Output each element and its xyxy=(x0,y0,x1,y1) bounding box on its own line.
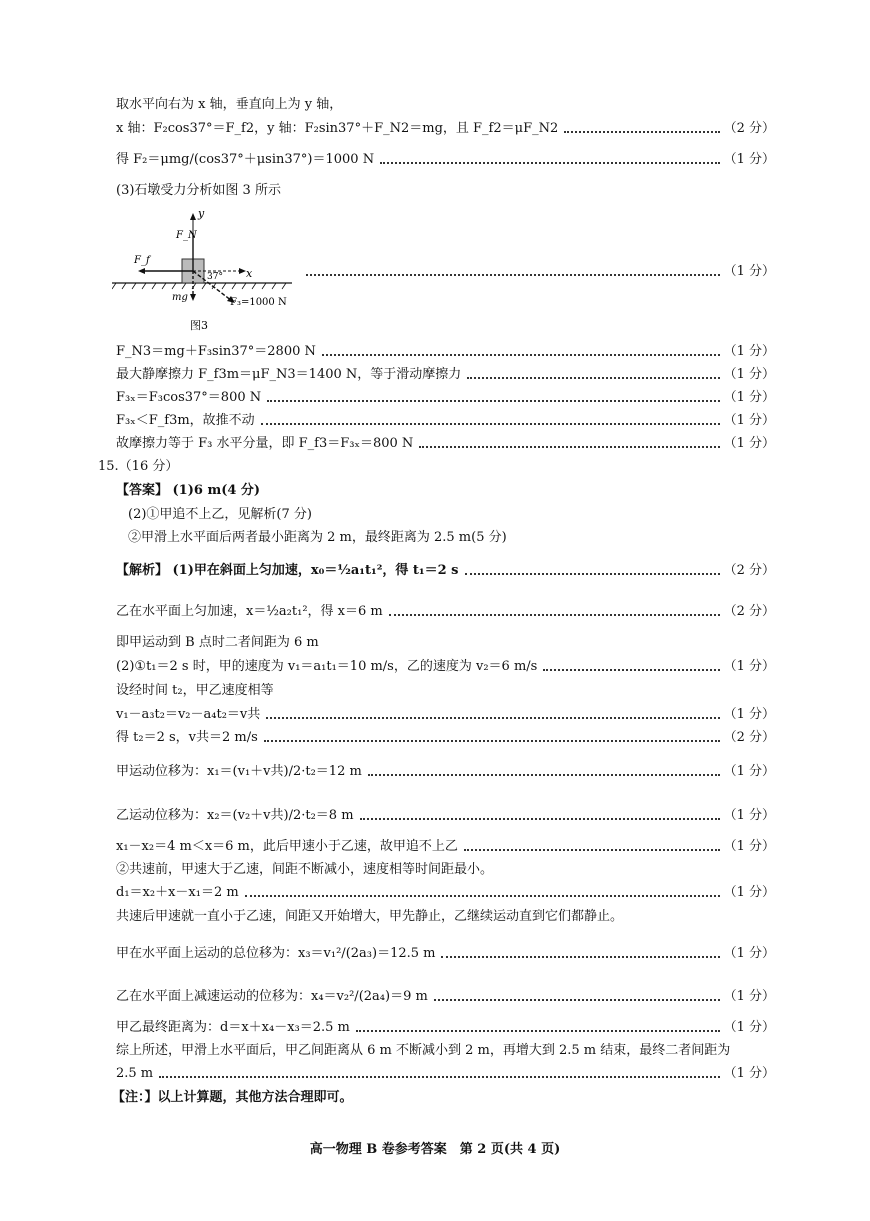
svg-text:37°: 37° xyxy=(207,272,223,282)
score-line: 乙在水平面上匀加速，x＝½a₂t₁²，得 x＝6 m （2 分） xyxy=(116,604,775,619)
svg-text:图3: 图3 xyxy=(190,319,208,332)
score-line: 【解析】 (1)甲在斜面上匀加速，x₀＝½a₁t₁²，得 t₁＝2 s （2 分） xyxy=(116,563,775,578)
text-line: 设经时间 t₂，甲乙速度相等 xyxy=(116,683,274,698)
score-line: F₃ₓ＜F_f3m，故推不动 （1 分） xyxy=(116,413,775,428)
score-line: 故摩擦力等于 F₃ 水平分量，即 F_f3＝F₃ₓ＝800 N （1 分） xyxy=(116,436,775,451)
text-line: 取水平向右为 x 轴，垂直向上为 y 轴， xyxy=(116,97,343,112)
force-diagram-figure xyxy=(112,205,302,335)
score-line: F_N3＝mg＋F₃sin37°＝2800 N （1 分） xyxy=(116,344,775,359)
score-line: 最大静摩擦力 F_f3m＝μF_N3＝1400 N，等于滑动摩擦力 （1 分） xyxy=(116,367,775,382)
svg-text:F₃=1000 N: F₃=1000 N xyxy=(230,297,287,308)
svg-text:y: y xyxy=(198,207,205,220)
text-line: 共速后甲速就一直小于乙速，间距又开始增大，甲先静止，乙继续运动直到它们都静止。 xyxy=(116,909,624,924)
score-line: （1 分） xyxy=(300,261,775,283)
svg-text:F_N: F_N xyxy=(176,230,197,241)
score-line: (2)①t₁＝2 s 时，甲的速度为 v₁＝a₁t₁＝10 m/s，乙的速度为 v₂＝6 m/s （1 分） xyxy=(116,659,775,674)
score-line: 乙在水平面上减速运动的位移为：x₄＝v₂²/(2a₄)＝9 m （1 分） xyxy=(116,989,775,1004)
score-line: 甲运动位移为：x₁＝(v₁＋v共)/2·t₂＝12 m （1 分） xyxy=(116,764,775,779)
score-line: 2.5 m （1 分） xyxy=(116,1066,775,1081)
text-line: 即甲运动到 B 点时二者间距为 6 m xyxy=(116,635,319,650)
text-line: 综上所述，甲滑上水平面后，甲乙间距离从 6 m 不断减小到 2 m，再增大到 2.5 m 结束，最终二者间距为 xyxy=(116,1043,731,1058)
score-line: x 轴：F₂cos37°＝F_f2，y 轴：F₂sin37°＋F_N2＝mg，且 F_f2＝μF_N2 （2 分） xyxy=(116,121,775,136)
score-line: x₁－x₂＝4 m＜x＝6 m，此后甲速小于乙速，故甲追不上乙 （1 分） xyxy=(116,839,775,854)
svg-text:x: x xyxy=(246,267,253,280)
text-line: (2)①甲追不上乙，见解析(7 分) xyxy=(128,507,312,522)
score-line: 甲在水平面上运动的总位移为：x₃＝v₁²/(2a₃)＝12.5 m （1 分） xyxy=(116,946,775,961)
question-number: 15.（16 分） xyxy=(98,459,179,474)
svg-text:F_f: F_f xyxy=(134,255,150,266)
text-line: ②甲滑上水平面后两者最小距离为 2 m，最终距离为 2.5 m(5 分) xyxy=(128,530,507,545)
score-line: v₁－a₃t₂＝v₂－a₄t₂＝v共 （1 分） xyxy=(116,707,775,722)
score-line: d₁＝x₂＋x－x₁＝2 m （1 分） xyxy=(116,885,775,900)
answer-heading: 【答案】 (1)6 m(4 分) xyxy=(116,483,261,498)
page-footer: 高一物理 B 卷参考答案 第 2 页(共 4 页) xyxy=(309,1142,561,1157)
text-line: ②共速前，甲速大于乙速，间距不断减小，速度相等时间距最小。 xyxy=(116,862,494,877)
note-line: 【注：】以上计算题，其他方法合理即可。 xyxy=(112,1090,353,1105)
score-line: F₃ₓ＝F₃cos37°＝800 N （1 分） xyxy=(116,390,775,405)
score-line: 乙运动位移为：x₂＝(v₂＋v共)/2·t₂＝8 m （1 分） xyxy=(116,808,775,823)
score-line: 得 t₂＝2 s，v共＝2 m/s （2 分） xyxy=(116,730,775,745)
score-line: 甲乙最终距离为：d＝x＋x₄－x₃＝2.5 m （1 分） xyxy=(116,1020,775,1035)
text-line: (3)石墩受力分析如图 3 所示 xyxy=(116,183,281,198)
svg-text:mg: mg xyxy=(172,292,188,303)
score-line: 得 F₂＝μmg/(cos37°＋μsin37°)＝1000 N （1 分） xyxy=(116,152,775,167)
